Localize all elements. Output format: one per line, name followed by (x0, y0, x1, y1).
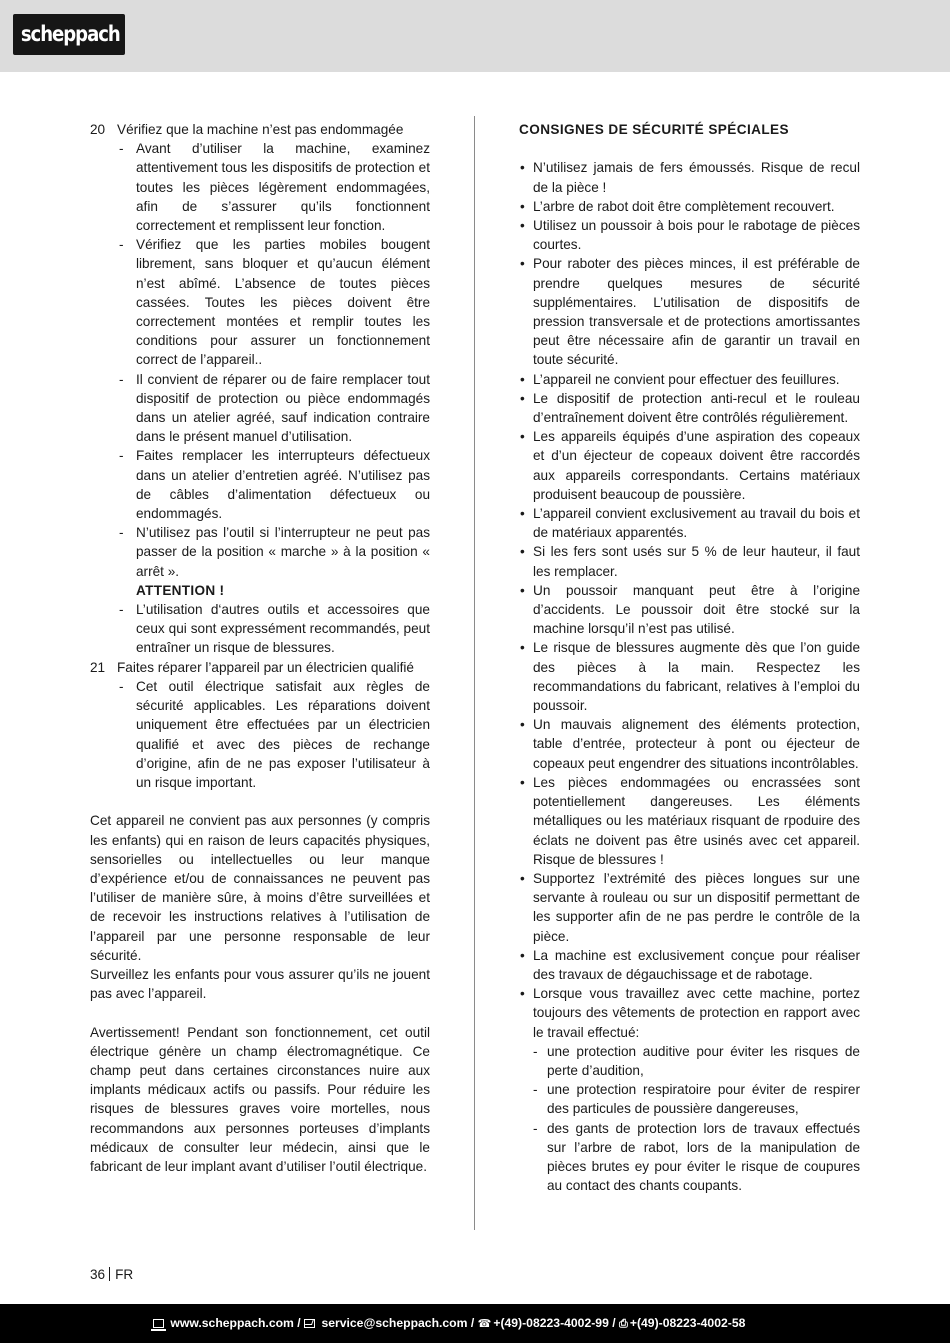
email-icon (304, 1319, 315, 1328)
page-footer (0, 1304, 950, 1343)
item-number: 21 (90, 659, 106, 675)
paragraph-children: Surveillez les enfants pour vous assurer qu’ils ne jouent pas avec l’appareil. (90, 966, 430, 1002)
list-item: • La machine est exclusivement conçue pour réaliser des travaux de dégauchissage et de rabotage. (520, 947, 860, 982)
attention-label: ATTENTION ! (136, 582, 225, 598)
list-item: • Utilisez un poussoir à bois pour le rabotage de pièces courtes. (520, 218, 860, 253)
footer-fax: +(49)-08223-4002-58 (629, 1316, 746, 1330)
left-column (90, 120, 430, 1176)
list-item-text: Avant d’utiliser la machine, examinez attentivement tous les dispositifs de protection et toutes les pièces légèrement endommagées, afin de s’assurer qu’ils fonctionnent correctement et remplissent leur fonction. (136, 141, 430, 234)
paragraph-capacity: Cet appareil ne convient pas aux personnes (y compris les enfants) qui en raison de leurs capacités physiques, sensorielles ou intellectuelles ou leur manque d’expérience et/ou de connaissances ne peuvent pas l’utiliser de manière sûre, à moins d’être surveillées et de recevoir les instructions relatives à l’utilisation de l’appareil par une personne responsable de leur sécurité. (90, 813, 430, 963)
brand-logo (13, 14, 125, 55)
list-item: • Supportez l’extrémité des pièces longues sur une servante à rouleau ou sur un dispositif permettant de les supporter afin de ne pas perdre le contrôle de la pièce. (520, 870, 860, 944)
fax-icon: ⎙ (619, 1318, 628, 1330)
list-item-text: Cet outil électrique satisfait aux règles de sécurité applicables. Les réparations doivent uniquement être effectuées par un électricien qualifié et avec des pièces de rechange d’origine, afin de ne pas exposer l’utilisateur à un risque important. (136, 678, 430, 790)
list-item-text: Les appareils équipés d’une aspiration des copeaux et d’un éjecteur de copeaux doivent être raccordés aux appareils correspondants. Certains matériaux produisent beaucoup de poussière. (533, 429, 860, 502)
item-title: Vérifiez que la machine n’est pas endommagée (117, 122, 404, 137)
paragraph-warning: Avertissement! Pendant son fonctionnement, cet outil électrique génère un champ électromagnétique. Ce champ peut dans certaines circonstances nuire aux implants médicaux actifs ou passifs. Pour réduire les risques de blessures graves voire mortelles, nous recommandons aux personnes porteuses d’implants médicaux de consulter leur médecin, ainsi que le fabricant de leur implant avant d’utiliser l’outil électrique. (90, 1024, 430, 1174)
list-item-text: Le risque de blessures augmente dès que l’on guide des pièces à la main. Respectez les recommandations du fabricant, relatives à l’emploi du poussoir. (533, 640, 860, 714)
list-item-text: L’appareil convient exclusivement au travail du bois et de matériaux apparentés. (533, 506, 860, 541)
list-item: • Le dispositif de protection anti-recul et le rouleau d’entraînement doivent être contrôlés régulièrement. (520, 390, 860, 426)
sub-list-item: - des gants de protection lors de travaux effectués sur l’arbre de rabot, lors de la manipulation de pièces brutes ey pour éviter le risque de coupures au contact des chants coupants. (533, 1120, 860, 1194)
list-item: - Faites remplacer les interrupteurs défectueux dans un atelier d’entretien agréé. N’utilisez pas de câbles d’alimentation défectueux ou endommagés. (119, 448, 430, 522)
list-item: • Le risque de blessures augmente dès que l’on guide des pièces à la main. Respectez les recommandations du fabricant, relatives à l’emploi du poussoir. (520, 640, 860, 714)
item-21 (90, 658, 430, 792)
right-column (519, 120, 860, 1195)
list-item: • L’appareil ne convient pour effectuer des feuillures. (520, 371, 840, 387)
list-item: • Pour raboter des pièces minces, il est préférable de prendre quelques mesures de sécurité supplémentaires. L’utilisation de dispositifs de pression transversale et de protections amortissantes peut être nécessaire afin de garantir un travail en toute sécurité. (520, 256, 860, 368)
list-item-text: L’utilisation d‘autres outils et accessoires que ceux qui sont expressément recommandés, peut entraîner un risque de blessures. (136, 602, 430, 656)
list-item-text: Il convient de réparer ou de faire remplacer tout dispositif de protection ou pièce endommagés dans un atelier agréé, sauf indication contraire dans le présent manuel d’utilisation. (136, 371, 430, 445)
list-item-text: N’utilisez pas l’outil si l’interrupteur ne peut pas passer de la position « marche » à la position « arrêt ». (136, 525, 430, 579)
list-item: - Avant d’utiliser la machine, examinez attentivement tous les dispositifs de protection et toutes les pièces légèrement endommagées, afin de s’assurer qu’ils fonctionnent correctement et remplissent leur fonction. (119, 141, 430, 234)
dash-list (118, 677, 430, 792)
footer-website[interactable]: www.scheppach.com / (170, 1316, 301, 1330)
page-number-value: 36 (90, 1267, 106, 1282)
footer-contacts (153, 1315, 745, 1332)
page-number (90, 1265, 133, 1284)
list-item: - Vérifiez que les parties mobiles bougent librement, sans bloquer et qu’aucun élément n’est abîmé. L’absence de toutes pièces cassées. Toutes les pièces doivent être correctement montées et remplir toutes les conditions pour assurer un fonctionnement correct de l’appareil.. (119, 237, 430, 368)
list-item-text: N’utilisez jamais de fers émoussés. Risque de recul de la pièce ! (533, 160, 860, 195)
list-item: • Si les fers sont usés sur 5 % de leur hauteur, il faut les remplacer. (520, 544, 860, 579)
list-item-text: Les pièces endommagées ou encrassées sont potentiellement dangereuses. Les éléments métalliques ou les matériaux risquant de rpoduire des éclats ne doivent pas être usinés avec cet appareil. Risque de blessures ! (533, 774, 860, 867)
item-number: 20 (90, 122, 106, 137)
computer-icon (153, 1319, 164, 1328)
list-item-text: L’appareil ne convient pour effectuer des feuillures. (533, 371, 840, 387)
sub-list-item: - une protection respiratoire pour éviter de respirer des particules de poussière dangereuses, (533, 1082, 860, 1117)
list-item-text: Vérifiez que les parties mobiles bougent librement, sans bloquer et qu’aucun élément n’est abîmé. L’absence de toutes pièces cassées. Toutes les pièces doivent être correctement montées et remplir toutes les conditions pour assurer un fonctionnement correct de l’appareil.. (136, 237, 430, 368)
list-item: - Il convient de réparer ou de faire remplacer tout dispositif de protection ou pièce endommagés dans un atelier agréé, sauf indication contraire dans le présent manuel d’utilisation. (119, 371, 430, 445)
footer-email[interactable]: service@scheppach.com / (321, 1316, 475, 1330)
list-item: • Lorsque vous travaillez avec cette machine, portez toujours des vêtements de protection en rapport avec le travail effectué: (520, 986, 860, 1040)
phone-icon: ☎ (477, 1318, 492, 1330)
list-item-text: Un poussoir manquant peut être à l’origine d’accidents. Le poussoir doit être stocké sur la machine lorsqu’il n’est pas utilisé. (533, 582, 860, 637)
list-item-text: Lorsque vous travaillez avec cette machine, portez toujours des vêtements de protection en rapport avec le travail effectué: (533, 986, 860, 1040)
list-item: • L’arbre de rabot doit être complètement recouvert. (520, 198, 835, 214)
list-item: - L’utilisation d‘autres outils et accessoires que ceux qui sont expressément recommandés, peut entraîner un risque de blessures. (119, 602, 430, 656)
list-item-text: Un mauvais alignement des éléments protection, table d’entrée, protecteur à pont ou éjecteur de copeaux peut engendrer des situations incontrôlables. (533, 717, 860, 771)
footer-phone: +(49)-08223-4002-99 / (493, 1316, 616, 1330)
column-divider (474, 116, 475, 1230)
list-item-text: une protection auditive pour éviter les risques de perte d’audition, (547, 1043, 860, 1078)
page-header (0, 0, 950, 72)
bullet-list (519, 158, 860, 1195)
list-item: • Les pièces endommagées ou encrassées sont potentiellement dangereuses. Les éléments métalliques ou les matériaux risquant de rpoduire des éclats ne doivent pas être usinés avec cet appareil. Risque de blessures ! (520, 774, 860, 867)
list-item: • Un poussoir manquant peut être à l’origine d’accidents. Le poussoir doit être stocké sur la machine lorsqu’il n’est pas utilisé. (520, 582, 860, 637)
list-item-text: Supportez l’extrémité des pièces longues sur une servante à rouleau ou sur un dispositif permettant de les supporter afin de ne pas perdre le contrôle de la pièce. (533, 870, 860, 944)
list-item-text: des gants de protection lors de travaux effectués sur l’arbre de rabot, lors de la manipulation de pièces brutes ey pour éviter le risque de coupures au contact des chants coupants. (547, 1120, 860, 1194)
list-item-text: Faites remplacer les interrupteurs défectueux dans un atelier d’entretien agréé. N’utilisez pas de câbles d’alimentation défectueux ou endommagés. (136, 448, 430, 522)
list-item: • L’appareil convient exclusivement au travail du bois et de matériaux apparentés. (520, 506, 860, 541)
list-item: - N’utilisez pas l’outil si l’interrupteur ne peut pas passer de la position « marche » à la position « arrêt ». (119, 525, 430, 579)
list-item-text: Pour raboter des pièces minces, il est préférable de prendre quelques mesures de sécurité supplémentaires. L’utilisation de dispositifs de pression transversale et de protections amortissantes peut être nécessaire afin de garantir un travail en toute sécurité. (533, 256, 860, 368)
list-item-text: La machine est exclusivement conçue pour réaliser des travaux de dégauchissage et de rabotage. (533, 947, 860, 982)
list-item-text: Si les fers sont usés sur 5 % de leur hauteur, il faut les remplacer. (533, 544, 860, 579)
list-item-text: Le dispositif de protection anti-recul et le rouleau d’entraînement doivent être contrôlés régulièrement. (533, 390, 860, 426)
list-item: • Un mauvais alignement des éléments protection, table d’entrée, protecteur à pont ou éjecteur de copeaux peut engendrer des situations incontrôlables. (520, 717, 860, 771)
list-item: • Les appareils équipés d’une aspiration des copeaux et d’un éjecteur de copeaux doivent être raccordés aux appareils correspondants. Certains matériaux produisent beaucoup de poussière. (520, 429, 860, 502)
section-title: CONSIGNES DE SÉCURITÉ SPÉCIALES (519, 122, 789, 137)
page-language: FR (115, 1267, 134, 1282)
item-title: Faites réparer l’appareil par un électricien qualifié (117, 659, 414, 675)
dash-list (118, 139, 430, 657)
sub-list-item: - une protection auditive pour éviter les risques de perte d’audition, (533, 1043, 860, 1078)
list-item-text: L’arbre de rabot doit être complètement recouvert. (533, 198, 835, 214)
list-item-text: Utilisez un poussoir à bois pour le rabotage de pièces courtes. (533, 218, 860, 253)
list-item: • N’utilisez jamais de fers émoussés. Risque de recul de la pièce ! (520, 160, 860, 195)
logo-text: scheppach (20, 22, 120, 46)
item-20 (90, 120, 430, 658)
list-item: - Cet outil électrique satisfait aux règles de sécurité applicables. Les réparations doivent uniquement être effectuées par un électricien qualifié et avec des pièces de rechange d’origine, afin de ne pas exposer l’utilisateur à un risque important. (119, 678, 430, 790)
list-item-text: une protection respiratoire pour éviter de respirer des particules de poussière dangereuses, (547, 1082, 860, 1117)
